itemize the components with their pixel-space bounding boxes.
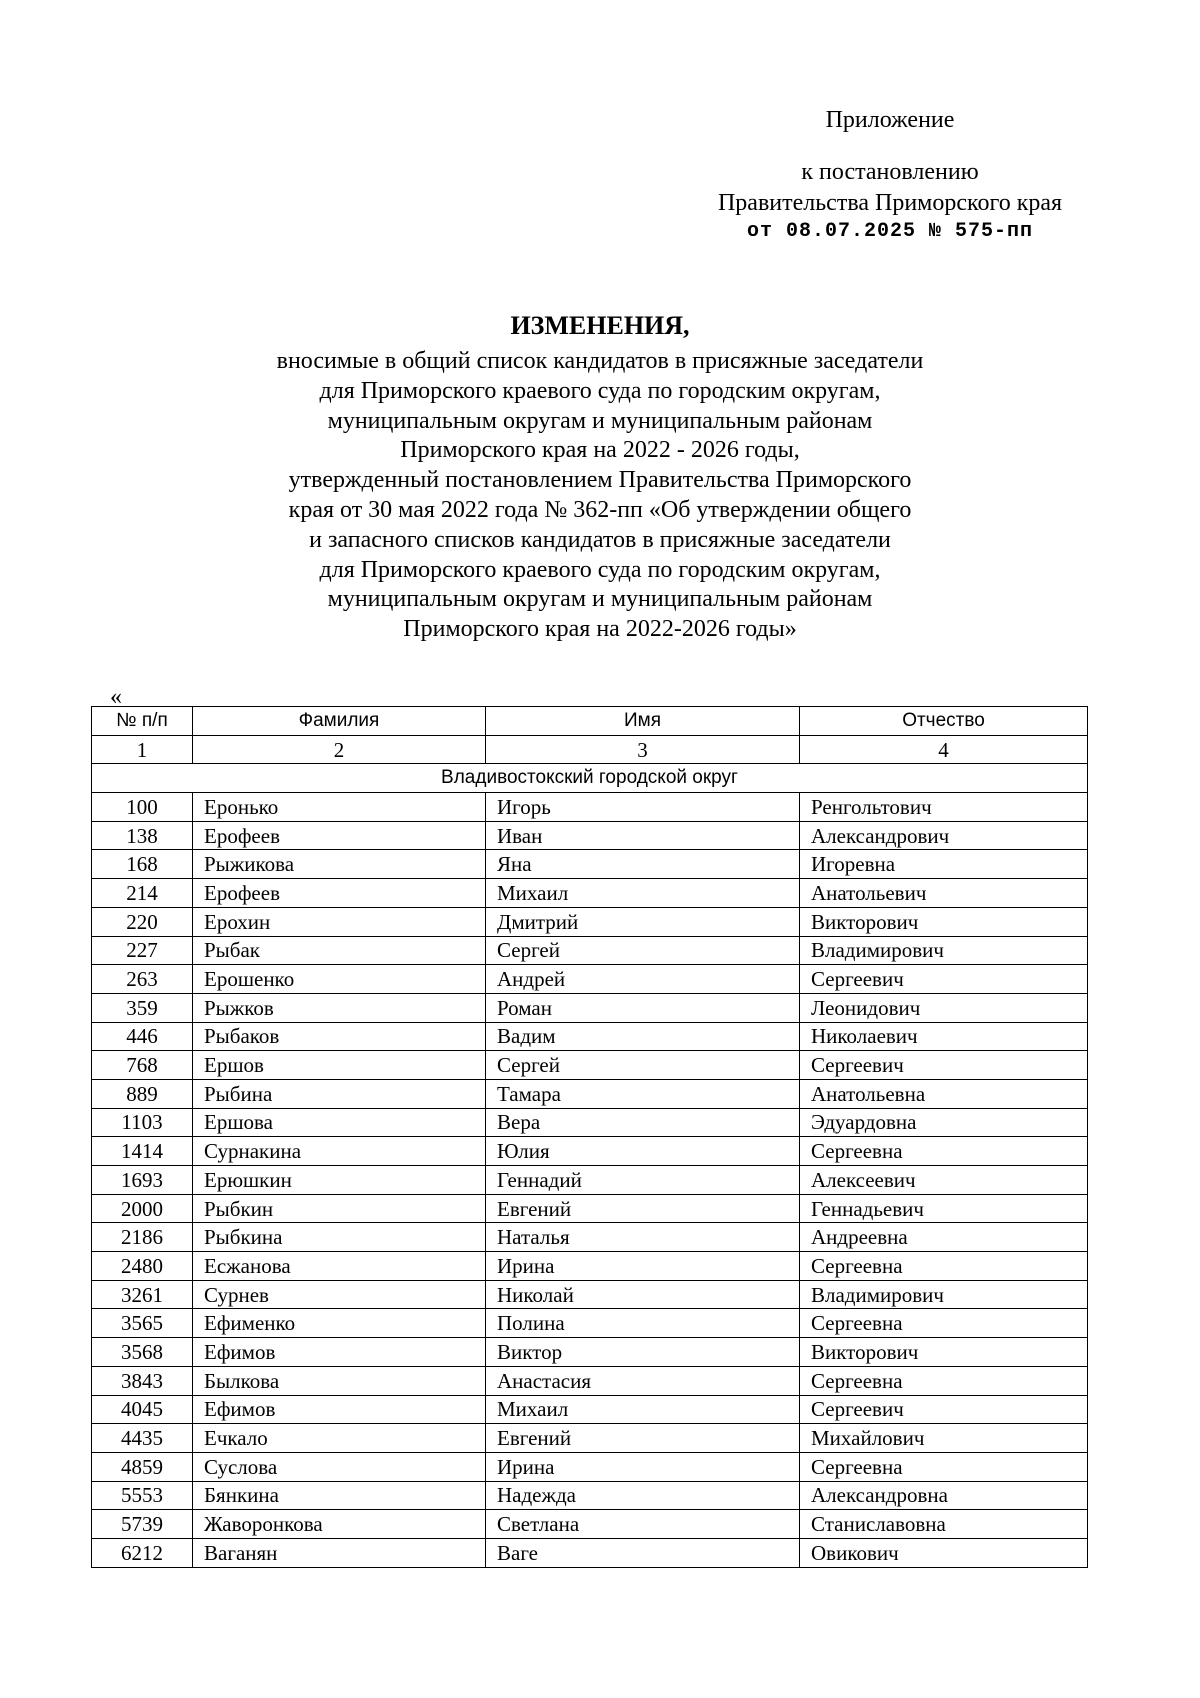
subheading-line: Приморского края на 2022-2026 годы» [403, 616, 797, 643]
subheading-line: для Приморского краевого суда по городским округам, [319, 377, 881, 404]
first-name-cell: Вера [486, 1108, 800, 1137]
patronymic-cell: Эдуардовна [800, 1108, 1088, 1137]
surname-cell: Ефимов [193, 1395, 486, 1424]
first-name-cell: Николай [486, 1280, 800, 1309]
row-number-cell: 6212 [92, 1538, 193, 1567]
patronymic-cell: Викторович [800, 1338, 1088, 1367]
patronymic-cell: Сергеевич [800, 1395, 1088, 1424]
table-row [92, 1338, 1088, 1367]
row-number-cell: 889 [92, 1079, 193, 1108]
first-name-cell: Игорь [486, 793, 800, 822]
patronymic-cell: Михайлович [800, 1424, 1088, 1453]
table-row [92, 1538, 1088, 1567]
subheading-line: вносимые в общий список кандидатов в присяжные заседатели [276, 348, 924, 374]
row-number-cell: 100 [92, 793, 193, 822]
table-header-row [92, 707, 1088, 736]
surname-cell: Рыбак [193, 936, 486, 965]
patronymic-cell: Сергеевна [800, 1137, 1088, 1166]
row-number-cell: 3568 [92, 1338, 193, 1367]
patronymic-cell: Сергеевна [800, 1366, 1088, 1395]
row-number-cell: 1414 [92, 1137, 193, 1166]
region-row [92, 764, 1088, 793]
patronymic-cell: Владимирович [800, 936, 1088, 965]
surname-cell: Рыбина [193, 1079, 486, 1108]
row-number-cell: 3843 [92, 1366, 193, 1395]
patronymic-cell: Анатольевна [800, 1079, 1088, 1108]
appendix-resolution-number: от 08.07.2025 № 575-пп [746, 220, 1034, 243]
appendix-title: Приложение [825, 107, 955, 133]
first-name-cell: Геннадий [486, 1166, 800, 1195]
patronymic-cell: Овикович [800, 1538, 1088, 1567]
surname-cell: Ефименко [193, 1309, 486, 1338]
table-row [92, 1395, 1088, 1424]
patronymic-cell: Викторович [800, 907, 1088, 936]
surname-cell: Ечкало [193, 1424, 486, 1453]
patronymic-cell: Александрович [800, 821, 1088, 850]
patronymic-cell: Алексеевич [800, 1166, 1088, 1195]
patronymic-cell: Станиславовна [800, 1510, 1088, 1539]
first-name-cell: Михаил [486, 1395, 800, 1424]
surname-cell: Ваганян [193, 1538, 486, 1567]
first-name-cell: Тамара [486, 1079, 800, 1108]
table-row [92, 850, 1088, 879]
subheading-line: утвержденный постановлением Правительства Приморского [288, 467, 912, 494]
first-name-cell: Дмитрий [486, 907, 800, 936]
patronymic-cell: Александровна [800, 1481, 1088, 1510]
row-number-cell: 3261 [92, 1280, 193, 1309]
row-number-cell: 2186 [92, 1223, 193, 1252]
subheading-line: для Приморского краевого суда по городским округам, [319, 556, 881, 583]
first-name-cell: Светлана [486, 1510, 800, 1539]
appendix-government: Правительства Приморского края [717, 190, 1063, 216]
surname-cell: Суслова [193, 1452, 486, 1481]
table-row [92, 1252, 1088, 1281]
surname-cell: Ерофеев [193, 879, 486, 908]
subheading-line: и запасного списков кандидатов в присяжные заседатели [309, 526, 891, 553]
row-number-cell: 768 [92, 1051, 193, 1080]
row-number-cell: 220 [92, 907, 193, 936]
first-name-cell: Евгений [486, 1194, 800, 1223]
surname-cell: Ерофеев [193, 821, 486, 850]
table-row [92, 993, 1088, 1022]
surname-cell: Рыжков [193, 993, 486, 1022]
surname-cell: Бянкина [193, 1481, 486, 1510]
first-name-cell: Сергей [486, 1051, 800, 1080]
table-row [92, 1280, 1088, 1309]
first-name-cell: Яна [486, 850, 800, 879]
surname-cell: Былкова [193, 1366, 486, 1395]
surname-cell: Ефимов [193, 1338, 486, 1367]
table-row [92, 1481, 1088, 1510]
patronymic-cell: Владимирович [800, 1280, 1088, 1309]
patronymic-cell: Сергеевич [800, 965, 1088, 994]
column-header-patronymic: Отчество [800, 707, 1088, 736]
first-name-cell: Наталья [486, 1223, 800, 1252]
row-number-cell: 4045 [92, 1395, 193, 1424]
table-row [92, 1309, 1088, 1338]
candidates-table-body [92, 707, 1088, 1568]
column-index: 1 [92, 735, 193, 764]
table-row [92, 1051, 1088, 1080]
first-name-cell: Надежда [486, 1481, 800, 1510]
document-subheading [150, 347, 1050, 645]
row-number-cell: 446 [92, 1022, 193, 1051]
row-number-cell: 168 [92, 850, 193, 879]
first-name-cell: Ирина [486, 1452, 800, 1481]
patronymic-cell: Ренгольтович [800, 793, 1088, 822]
row-number-cell: 263 [92, 965, 193, 994]
first-name-cell: Михаил [486, 879, 800, 908]
patronymic-cell: Леонидович [800, 993, 1088, 1022]
table-row [92, 965, 1088, 994]
row-number-cell: 5553 [92, 1481, 193, 1510]
row-number-cell: 214 [92, 879, 193, 908]
subheading-line: муниципальным округам и муниципальным районам [327, 586, 873, 613]
surname-cell: Жаворонкова [193, 1510, 486, 1539]
row-number-cell: 2480 [92, 1252, 193, 1281]
table-row [92, 821, 1088, 850]
surname-cell: Еронько [193, 793, 486, 822]
table-row [92, 1223, 1088, 1252]
first-name-cell: Евгений [486, 1424, 800, 1453]
row-number-cell: 1103 [92, 1108, 193, 1137]
patronymic-cell: Николаевич [800, 1022, 1088, 1051]
column-number-row [92, 735, 1088, 764]
surname-cell: Сурнев [193, 1280, 486, 1309]
patronymic-cell: Геннадьевич [800, 1194, 1088, 1223]
surname-cell: Рыжикова [193, 850, 486, 879]
row-number-cell: 2000 [92, 1194, 193, 1223]
patronymic-cell: Сергеевна [800, 1452, 1088, 1481]
table-row [92, 1452, 1088, 1481]
first-name-cell: Виктор [486, 1338, 800, 1367]
subheading-line: края от 30 мая 2022 года № 362-пп «Об утверждении общего [288, 496, 912, 523]
patronymic-cell: Сергеевна [800, 1309, 1088, 1338]
table-row [92, 1108, 1088, 1137]
row-number-cell: 227 [92, 936, 193, 965]
first-name-cell: Анастасия [486, 1366, 800, 1395]
region-name: Владивостокский городской округ [92, 764, 1088, 793]
surname-cell: Есжанова [193, 1252, 486, 1281]
table-row [92, 1510, 1088, 1539]
table-row [92, 1022, 1088, 1051]
row-number-cell: 3565 [92, 1309, 193, 1338]
first-name-cell: Вадим [486, 1022, 800, 1051]
row-number-cell: 4859 [92, 1452, 193, 1481]
subheading-line: муниципальным округам и муниципальным районам [327, 407, 873, 434]
table-row [92, 1424, 1088, 1453]
row-number-cell: 5739 [92, 1510, 193, 1539]
row-number-cell: 138 [92, 821, 193, 850]
table-row [92, 879, 1088, 908]
row-number-cell: 4435 [92, 1424, 193, 1453]
subheading-line: Приморского края на 2022 - 2026 годы, [400, 437, 800, 464]
patronymic-cell: Сергеевич [800, 1051, 1088, 1080]
column-index: 2 [193, 735, 486, 764]
surname-cell: Рыбкина [193, 1223, 486, 1252]
opening-quote-mark: « [110, 684, 122, 710]
row-number-cell: 359 [92, 993, 193, 1022]
surname-cell: Ерохин [193, 907, 486, 936]
column-header-name: Имя [486, 707, 800, 736]
first-name-cell: Полина [486, 1309, 800, 1338]
surname-cell: Ершов [193, 1051, 486, 1080]
table-row [92, 907, 1088, 936]
first-name-cell: Роман [486, 993, 800, 1022]
column-header-number: № п/п [92, 707, 193, 736]
first-name-cell: Ваге [486, 1538, 800, 1567]
patronymic-cell: Андреевна [800, 1223, 1088, 1252]
first-name-cell: Юлия [486, 1137, 800, 1166]
column-index: 3 [486, 735, 800, 764]
first-name-cell: Иван [486, 821, 800, 850]
table-row [92, 793, 1088, 822]
table-row [92, 1137, 1088, 1166]
patronymic-cell: Сергеевна [800, 1252, 1088, 1281]
table-row [92, 1366, 1088, 1395]
surname-cell: Ершова [193, 1108, 486, 1137]
surname-cell: Ерошенко [193, 965, 486, 994]
surname-cell: Сурнакина [193, 1137, 486, 1166]
first-name-cell: Ирина [486, 1252, 800, 1281]
surname-cell: Рыбаков [193, 1022, 486, 1051]
first-name-cell: Сергей [486, 936, 800, 965]
appendix-to-resolution: к постановлению [801, 159, 979, 185]
document-heading: ИЗМЕНЕНИЯ, [510, 311, 690, 340]
row-number-cell: 1693 [92, 1166, 193, 1195]
surname-cell: Рыбкин [193, 1194, 486, 1223]
table-row [92, 1194, 1088, 1223]
surname-cell: Ерюшкин [193, 1166, 486, 1195]
patronymic-cell: Игоревна [800, 850, 1088, 879]
table-row [92, 1079, 1088, 1108]
candidates-table [91, 706, 1088, 1568]
first-name-cell: Андрей [486, 965, 800, 994]
table-row [92, 936, 1088, 965]
column-header-surname: Фамилия [193, 707, 486, 736]
patronymic-cell: Анатольевич [800, 879, 1088, 908]
column-index: 4 [800, 735, 1088, 764]
table-row [92, 1166, 1088, 1195]
